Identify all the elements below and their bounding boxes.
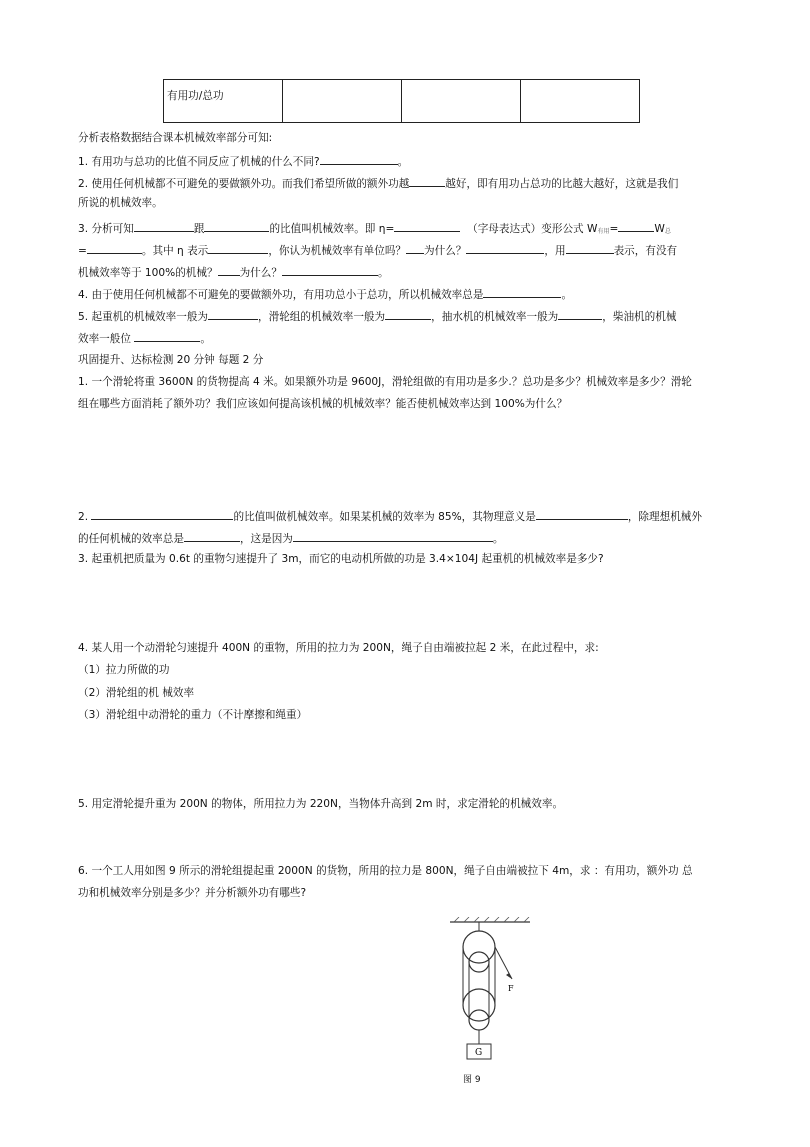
answer-blank	[466, 242, 544, 254]
q1-end: 。	[397, 156, 409, 168]
p2-text-b: 的比值叫做机械效率。如果某机械的效率为 85%，其物理意义是	[233, 511, 536, 523]
table-row	[164, 80, 640, 123]
problem-5: 5. 用定滑轮提升重为 200N 的物体，所用拉力为 220N，当物体升高到 2m 时，求定滑轮的机械效率。	[78, 798, 564, 810]
p2-text-f: 。	[492, 533, 504, 545]
answer-blank	[320, 153, 398, 165]
answer-blank	[566, 242, 614, 254]
q3-text-a: 3. 分析可知	[78, 223, 134, 235]
problem-4-sub1: （1）拉力所做的功	[78, 664, 170, 676]
problem-1-line2: 组在哪些方面消耗了额外功？我们应该如何提高该机械的机械效率？能否使机械效率达到 100%为什么？	[78, 398, 568, 410]
answer-blank	[394, 220, 460, 232]
q3-text-l: 表示，有没有	[613, 245, 678, 257]
question-2-line2: 所说的机械效率。	[78, 197, 163, 209]
question-4	[78, 286, 572, 302]
table-cell	[521, 80, 640, 123]
q1-text: 1. 有用功与总功的比值不同反应了机械的什么不同?	[78, 156, 320, 168]
question-5-line2	[78, 330, 211, 346]
subscript-total: 总	[664, 228, 671, 235]
q5-text-f: 。	[200, 333, 211, 345]
q5-text-d: ，柴油机的机械	[602, 311, 677, 323]
question-3-line2	[78, 242, 677, 258]
answer-blank	[293, 530, 493, 542]
section-heading: 巩固提升、达标检测 20 分钟 每题 2 分	[78, 354, 264, 366]
answer-blank	[218, 264, 240, 276]
q5-text-e: 效率一般位	[78, 333, 131, 345]
q3-text-g: =	[78, 245, 87, 257]
problem-1-line1: 1. 一个滑轮将重 3600N 的货物提高 4 米。如果额外功是 9600J，滑轮组做的有用功是多少.？总功是多少？机械效率是多少？滑轮	[78, 376, 692, 388]
answer-blank	[204, 220, 269, 232]
answer-blank	[536, 508, 628, 520]
problem-2-line2	[78, 530, 504, 546]
q5-text-a: 5. 起重机的机械效率一般为	[78, 311, 209, 323]
data-table	[163, 79, 640, 123]
problem-4-sub2: （2）滑轮组的机 械效率	[78, 687, 195, 699]
question-1	[78, 153, 408, 169]
answer-blank	[91, 508, 233, 520]
q5-text-c: ，抽水机的机械效率一般为	[431, 311, 559, 323]
answer-blank	[406, 242, 424, 254]
answer-blank	[208, 308, 258, 320]
q3-text-n: 为什么？	[239, 267, 282, 279]
q5-text-b: ，滑轮组的机械效率一般为	[258, 311, 386, 323]
q3-text-b: 跟	[193, 223, 205, 235]
q3-text-c: 的比值叫机械效率。即 η=	[269, 223, 395, 235]
q3-text-k: ，用	[544, 245, 566, 257]
answer-blank	[134, 220, 194, 232]
q3-text-f: W	[654, 223, 665, 235]
q4-text-a: 4. 由于使用任何机械都不可避免的要做额外功，有用功总小于总功，所以机械效率总是	[78, 289, 484, 301]
pulley-system-figure	[446, 917, 534, 1087]
q3-text-o: 。	[377, 267, 389, 279]
question-2	[78, 175, 678, 191]
q3-text-i: ，你认为机械效率有单位吗？	[268, 245, 407, 257]
table-cell-label: 有用功/总功	[164, 80, 283, 123]
answer-blank	[385, 308, 431, 320]
answer-blank	[483, 286, 561, 298]
problem-6-line1: 6. 一个工人用如图 9 所示的滑轮组提起重 2000N 的货物，所用的拉力是 800N，绳子自由端被拉下 4m，求 ：有用功，额外功 总	[78, 865, 693, 877]
problem-3: 3. 起重机把质量为 0.6t 的重物匀速提升了 3m，而它的电动机所做的功是 3.4×104J 起重机的机械效率是多少?	[78, 553, 604, 565]
problem-4-sub3: （3）滑轮组中动滑轮的重力（不计摩擦和绳重）	[78, 709, 308, 721]
q3-text-h: 。其中 η 表示	[141, 245, 209, 257]
table-cell	[402, 80, 521, 123]
question-5	[78, 308, 676, 324]
q3-text-j: 为什么？	[424, 245, 467, 257]
answer-blank	[282, 264, 378, 276]
answer-blank	[184, 530, 240, 542]
q2-text-b: 越好，即有用功占总功的比越大越好，这就是我们	[445, 178, 679, 190]
answer-blank	[208, 242, 268, 254]
p2-text-a: 2.	[78, 511, 89, 523]
p2-text-c: ，除理想机械外	[627, 511, 702, 523]
subscript-useful: 有用	[597, 228, 610, 235]
problem-4: 4. 某人用一个动滑轮匀速提升 400N 的重物，所用的拉力为 200N，绳子自由端被拉起 2 米，在此过程中，求:	[78, 642, 599, 654]
table-cell	[283, 80, 402, 123]
q3-text-d: （字母表达式）变形公式 W	[467, 223, 598, 235]
weight-label: G	[475, 1048, 483, 1058]
problem-6-line2: 功和机械效率分别是多少？并分析额外功有哪些?	[78, 887, 307, 899]
p2-text-d: 的任何机械的效率总是	[78, 533, 184, 545]
answer-blank	[134, 330, 200, 342]
answer-blank	[87, 242, 142, 254]
figure-caption: 图 9	[463, 1075, 481, 1085]
q2-text-a: 2. 使用任何机械都不可避免的要做额外功。而我们希望所做的额外功越	[78, 178, 410, 190]
q3-text-m: 机械效率等于 100%的机械？	[78, 267, 218, 279]
answer-blank	[618, 220, 654, 232]
question-3	[78, 220, 671, 239]
question-3-line3	[78, 264, 389, 280]
answer-blank	[558, 308, 602, 320]
q3-text-e: =	[609, 223, 619, 235]
intro-text: 分析表格数据结合课本机械效率部分可知:	[78, 132, 273, 144]
p2-text-e: ，这是因为	[239, 533, 293, 545]
q4-text-b: 。	[561, 289, 573, 301]
problem-2	[78, 508, 702, 524]
answer-blank	[409, 175, 445, 187]
force-label: F	[508, 984, 514, 993]
